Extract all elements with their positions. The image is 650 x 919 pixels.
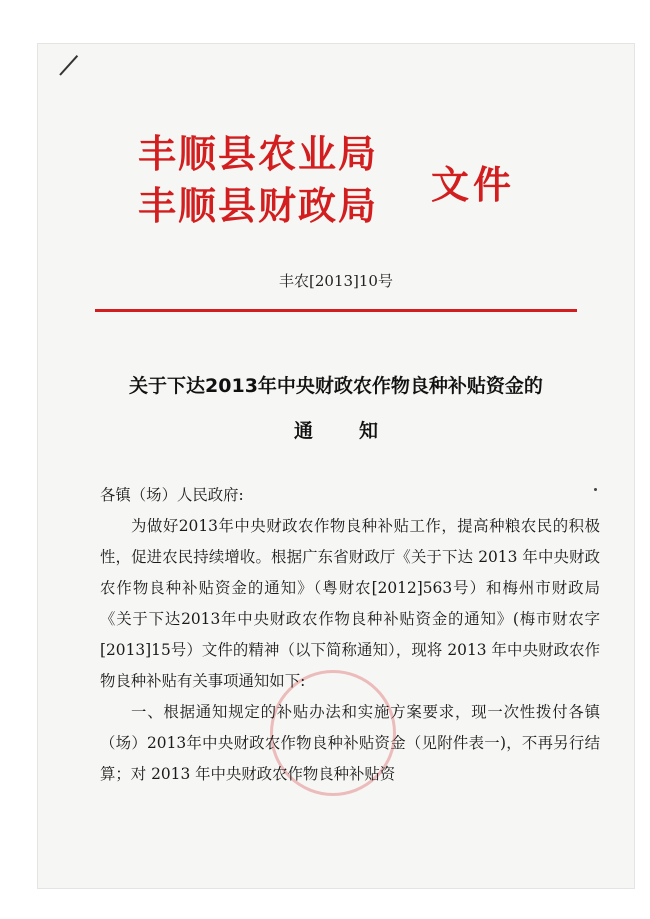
agency-name-1: 丰顺县农业局 [138, 132, 379, 176]
document-number: 丰农[2013]10号 [279, 272, 393, 290]
paragraph-2: 一、根据通知规定的补贴办法和实施方案要求，现一次性拨付各镇（场）2013年中央财政农作物良种补贴资金（见附件表一)，不再另行结算；对 2013 年中央财政农作物良种补贴资 [100, 703, 600, 783]
addressee: 各镇（场）人民政府: [100, 486, 244, 504]
document-body [100, 480, 600, 790]
notice-title-2: 通知 [293, 420, 424, 442]
notice-title: 关于下达2013年中央财政农作物良种补贴资金的 [129, 375, 543, 397]
agency-name-2: 丰顺县财政局 [138, 184, 379, 228]
doc-type-label: 文件 [431, 163, 516, 207]
paragraph-1: 为做好2013年中央财政农作物良种补贴工作，提高种粮农民的积极性，促进农民持续增收。根据广东省财政厅《关于下达 2013 年中央财政农作物良种补贴资金的通知》（粤财农[2012]563号）和梅州市财政局《关于下达2013年中央财政农作物良种补贴资金的通知》(梅市财农字[2013]15号）文件的精神（以下简称通知），现将 2013 年中央财政农作物良种补贴有关事项通知如下: [100, 517, 600, 690]
document-page [38, 44, 634, 888]
pen-mark [59, 55, 78, 76]
issuing-agencies [138, 128, 378, 232]
red-divider [95, 309, 577, 312]
